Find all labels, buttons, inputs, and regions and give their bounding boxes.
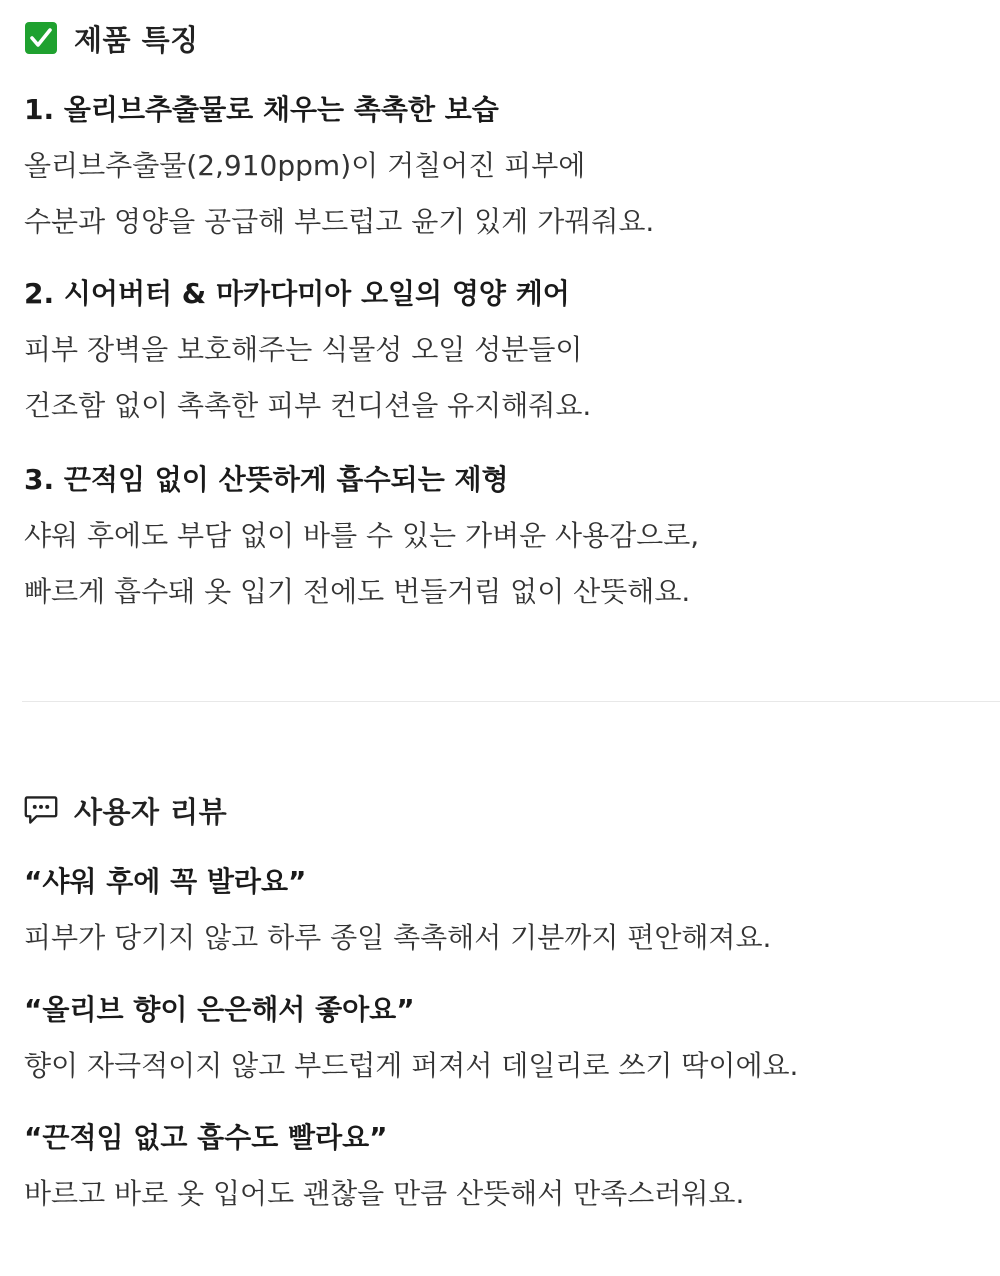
- reviews-section: [24, 790, 799, 1210]
- review-heading: “올리브 향이 은은해서 좋아요”: [24, 993, 415, 1026]
- chat-bubble-icon: [24, 793, 58, 827]
- section-divider: [22, 701, 1000, 702]
- review-item-2: [24, 990, 798, 1094]
- feature-heading: 1. 올리브추출물로 채우는 촉촉한 보습: [24, 93, 499, 126]
- feature-line: 건조함 없이 촉촉한 피부 컨디션을 유지해줘요.: [24, 389, 592, 422]
- feature-line: 샤워 후에도 부담 없이 바를 수 있는 가벼운 사용감으로,: [24, 519, 700, 552]
- feature-line: 빠르게 흡수돼 옷 입기 전에도 번들거림 없이 산뜻해요.: [24, 575, 691, 608]
- reviews-title-text: 사용자 리뷰: [74, 794, 228, 829]
- feature-line: 수분과 영양을 공급해 부드럽고 윤기 있게 가꿔줘요.: [24, 205, 655, 238]
- feature-item-2: [24, 274, 591, 434]
- review-heading: “샤워 후에 꼭 발라요”: [24, 865, 307, 898]
- review-text: 피부가 당기지 않고 하루 종일 촉촉해서 기분까지 편안해져요.: [24, 921, 772, 954]
- feature-heading: 2. 시어버터 & 마카다미아 오일의 영양 케어: [24, 277, 570, 310]
- review-text: 바르고 바로 옷 입어도 괜찮을 만큼 산뜻해서 만족스러워요.: [24, 1177, 745, 1210]
- feature-line: 올리브추출물(2,910ppm)이 거칠어진 피부에: [24, 149, 586, 182]
- check-box-icon: [24, 21, 58, 55]
- features-section: [24, 18, 700, 608]
- review-item-3: [24, 1118, 744, 1222]
- review-item-1: [24, 862, 771, 966]
- reviews-title: [24, 790, 227, 830]
- feature-item-3: [24, 460, 699, 620]
- feature-line: 피부 장벽을 보호해주는 식물성 오일 성분들이: [24, 333, 583, 366]
- review-heading: “끈적임 없고 흡수도 빨라요”: [24, 1121, 388, 1154]
- features-title: [24, 18, 199, 58]
- features-title-text: 제품 특징: [74, 22, 199, 57]
- feature-item-1: [24, 90, 654, 250]
- feature-heading: 3. 끈적임 없이 산뜻하게 흡수되는 제형: [24, 463, 509, 496]
- review-text: 향이 자극적이지 않고 부드럽게 퍼져서 데일리로 쓰기 딱이에요.: [24, 1049, 799, 1082]
